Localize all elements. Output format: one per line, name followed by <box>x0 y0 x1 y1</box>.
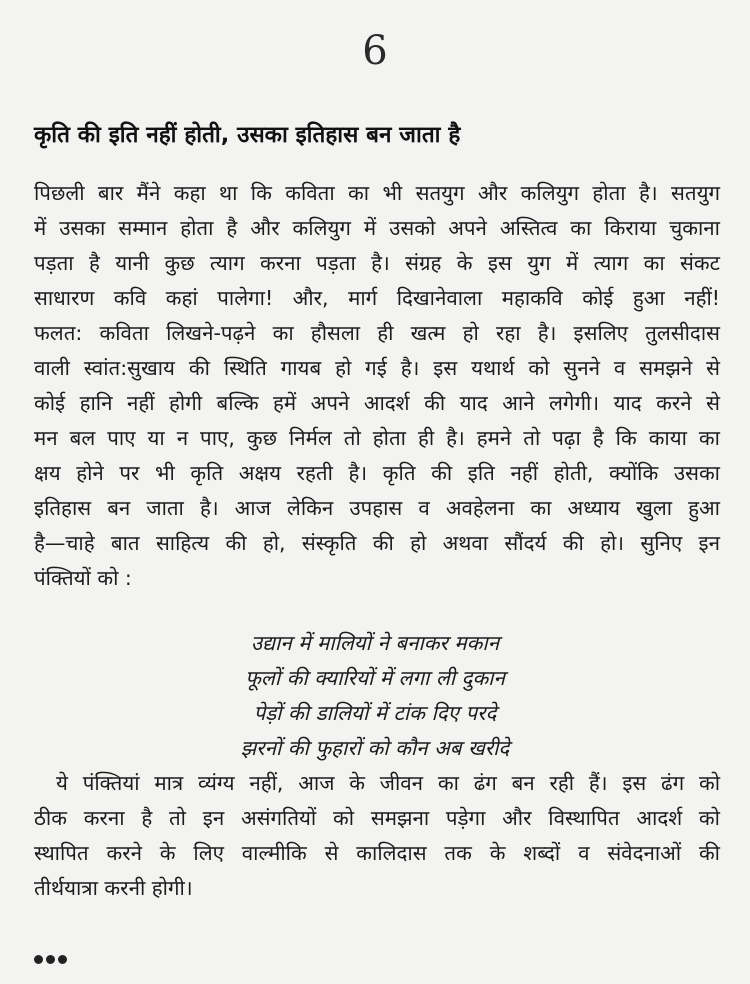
verse-line: झरनों की फुहारों को कौन अब खरीदे <box>240 736 510 760</box>
verse-block <box>0 626 750 766</box>
paragraph-2 <box>34 766 720 906</box>
text-line: इतिहास बन जाता है। आज लेकिन उपहास व अवहेलना का अध्याय खुला हुआ <box>34 496 720 520</box>
paragraph-1 <box>34 176 720 596</box>
text-line: तीर्थयात्रा करनी होगी। <box>34 876 193 900</box>
text-line: है—चाहे बात साहित्य की हो, संस्कृति की हो अथवा सौंदर्य की हो। सुनिए इन <box>34 531 720 555</box>
verse-line: पेड़ों की डालियों में टांक दिए परदे <box>253 701 497 725</box>
verse-line: फूलों की क्यारियों में लगा ली दुकान <box>245 666 505 690</box>
text-line: पंक्तियों को : <box>34 566 132 590</box>
text-line: फलत: कविता लिखने-पढ़ने का हौसला ही खत्म हो रहा है। इसलिए तुलसीदास <box>34 321 720 345</box>
text-line: कोई हानि नहीं होगी बल्कि हमें अपने आदर्श की याद आने लगेगी। याद करने से <box>34 391 720 415</box>
text-line: मन बल पाए या न पाए, कुछ निर्मल तो होता ही है। हमने तो पढ़ा है कि काया का <box>34 426 720 450</box>
text-line: वाली स्वांत:सुखाय की स्थिति गायब हो गई है। इस यथार्थ को सुनने व समझने से <box>34 356 720 380</box>
text-line: स्थापित करने के लिए वाल्मीकि से कालिदास तक के शब्दों व संवेदनाओं की <box>34 841 720 865</box>
text-line: क्षय होने पर भी कृति अक्षय रहती है। कृति की इति नहीं होती, क्योंकि उसका <box>34 461 720 485</box>
text-line: पड़ता है यानी कुछ त्याग करना पड़ता है। संग्रह के इस युग में त्याग का संकट <box>34 251 720 275</box>
dot-ornament <box>46 955 55 964</box>
text-line: में उसका सम्मान होता है और कलियुग में उसको अपने अस्तित्व का किराया चुकाना <box>34 216 720 240</box>
chapter-title: कृति की इति नहीं होती, उसका इतिहास बन जाता है <box>34 122 461 148</box>
text-line: ये पंक्तियां मात्र व्यंग्य नहीं, आज के जीवन का ढंग बन रही हैं। इस ढंग को <box>56 771 720 795</box>
text-line: साधारण कवि कहां पालेगा! और, मार्ग दिखानेवाला महाकवि कोई हुआ नहीं! <box>34 286 720 310</box>
dot-ornament <box>34 955 43 964</box>
text-line: ठीक करना है तो इन असंगतियों को समझना पड़ेगा और विस्थापित आदर्श को <box>34 806 720 830</box>
verse-line: उद्यान में मालियों ने बनाकर मकान <box>250 631 500 655</box>
section-end-dots <box>34 945 70 970</box>
text-line: पिछली बार मैंने कहा था कि कविता का भी सतयुग और कलियुग होता है। सतयुग <box>34 181 720 205</box>
dot-ornament <box>58 955 67 964</box>
chapter-number: 6 <box>362 28 388 74</box>
